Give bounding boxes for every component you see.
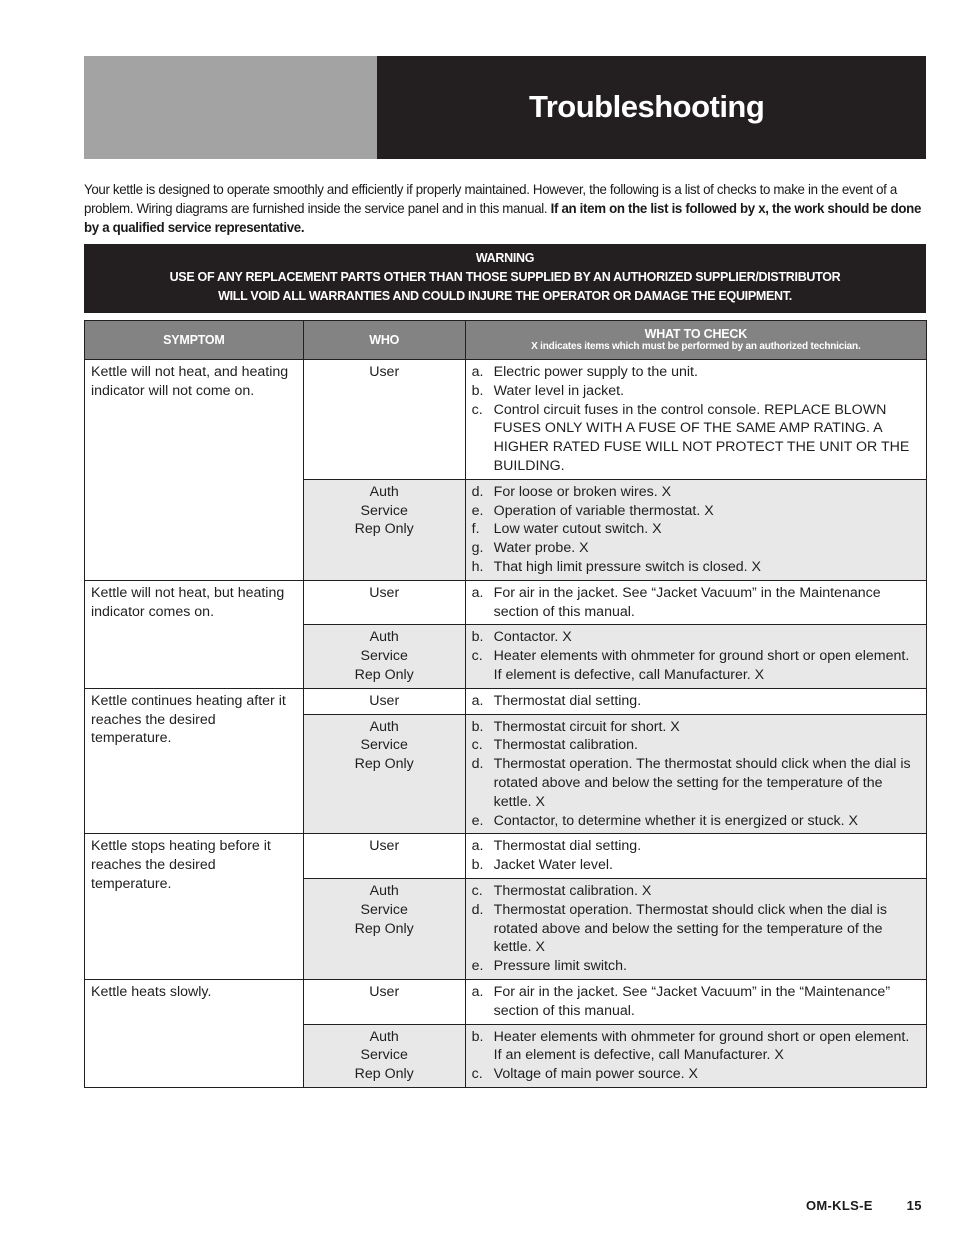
table-body <box>85 360 927 1088</box>
warning-title: WARNING <box>475 251 535 265</box>
check-item <box>472 363 920 382</box>
header-grey-block <box>84 56 377 159</box>
check-cell <box>465 479 926 580</box>
header-what-to-check <box>465 321 926 360</box>
document-code: OM-KLS-E <box>806 1198 873 1213</box>
check-item <box>472 382 920 401</box>
check-item-letter: c. <box>471 648 483 665</box>
check-item-text: Thermostat dial setting. <box>493 838 642 855</box>
check-item-letter: f. <box>471 521 480 538</box>
check-item-text: Voltage of main power source. X <box>493 1066 698 1083</box>
check-item <box>472 584 920 622</box>
check-item-text: Low water cutout switch. X <box>493 521 662 538</box>
header-what-to-check-note: X indicates items which must be performed by an authorized technician. <box>531 341 861 352</box>
check-item-letter: d. <box>471 901 484 918</box>
check-item-text: Operation of variable thermostat. X <box>493 502 714 519</box>
who-cell: User <box>303 979 465 1024</box>
check-item <box>472 647 920 685</box>
check-item <box>472 520 920 539</box>
check-item <box>472 401 920 476</box>
page-number: 15 <box>906 1198 922 1213</box>
check-item-text: Water level in jacket. <box>493 382 625 399</box>
table-row <box>85 360 927 480</box>
check-item-text: Thermostat operation. The thermostat should click when the dial is rotated above and below the setting for the temperature of the kettle. X <box>493 756 911 810</box>
symptom-cell: Kettle continues heating after it reaches the desired temperature. <box>85 688 304 834</box>
header-symptom: SYMPTOM <box>85 321 304 360</box>
check-item-letter: b. <box>471 1028 484 1045</box>
check-cell <box>465 688 926 714</box>
check-item-text: Water probe. X <box>493 540 589 557</box>
check-item-letter: c. <box>471 401 483 418</box>
check-item-text: Thermostat calibration. X <box>493 882 652 899</box>
check-item-text: For loose or broken wires. X <box>493 483 672 500</box>
who-cell: User <box>303 834 465 879</box>
check-item-letter: b. <box>471 629 484 646</box>
check-item-letter: d. <box>471 756 484 773</box>
check-item <box>472 736 920 755</box>
check-item-letter: a. <box>471 692 484 709</box>
check-item <box>472 983 920 1021</box>
table-header-row <box>85 321 927 360</box>
check-item <box>472 628 920 647</box>
who-cell: User <box>303 580 465 625</box>
check-item-letter: a. <box>471 584 484 601</box>
check-item-text: Electric power supply to the unit. <box>493 364 698 380</box>
symptom-cell: Kettle heats slowly. <box>85 979 304 1087</box>
check-item <box>472 1065 920 1084</box>
check-cell <box>465 979 926 1024</box>
header-who: WHO <box>303 321 465 360</box>
intro-paragraph <box>84 180 926 237</box>
check-item-letter: b. <box>471 382 484 399</box>
check-item-text: Jacket Water level. <box>493 857 613 874</box>
check-cell <box>465 1024 926 1087</box>
check-item-letter: e. <box>471 812 484 829</box>
check-item-letter: b. <box>471 857 484 874</box>
table-row <box>85 834 927 879</box>
check-item-letter: a. <box>471 983 484 1000</box>
check-item <box>472 812 920 831</box>
symptom-cell: Kettle will not heat, and heating indicator will not come on. <box>85 360 304 581</box>
table-row <box>85 979 927 1024</box>
check-item-letter: b. <box>471 718 484 735</box>
check-item-text: Heater elements with ohmmeter for ground short or open element. If an element is defective, call Manufacturer. X <box>493 1028 910 1064</box>
check-cell <box>465 580 926 625</box>
check-item <box>472 957 920 976</box>
check-item-letter: g. <box>471 540 484 557</box>
who-cell: Auth Service Rep Only <box>303 625 465 688</box>
check-item-text: Thermostat dial setting. <box>493 692 642 709</box>
check-item <box>472 755 920 811</box>
who-cell: Auth Service Rep Only <box>303 479 465 580</box>
check-item <box>472 502 920 521</box>
check-item-letter: c. <box>471 1066 483 1083</box>
check-item-letter: c. <box>471 737 483 754</box>
who-cell: User <box>303 688 465 714</box>
table-row <box>85 580 927 625</box>
warning-banner <box>84 244 926 313</box>
page-footer <box>806 1198 922 1213</box>
warning-line-2: WILL VOID ALL WARRANTIES AND COULD INJURE THE OPERATOR OR DAMAGE THE EQUIPMENT. <box>218 289 792 303</box>
warning-line-1: USE OF ANY REPLACEMENT PARTS OTHER THAN THOSE SUPPLIED BY AN AUTHORIZED SUPPLIER/DISTRIBUTOR <box>169 270 841 284</box>
check-cell <box>465 878 926 979</box>
who-cell: Auth Service Rep Only <box>303 714 465 834</box>
symptom-cell: Kettle will not heat, but heating indicator comes on. <box>85 580 304 688</box>
check-item-letter: e. <box>471 502 484 519</box>
check-item-text: Thermostat calibration. <box>493 737 638 754</box>
check-cell <box>465 834 926 879</box>
check-item <box>472 483 920 502</box>
check-item-letter: c. <box>471 882 483 899</box>
check-item-text: Control circuit fuses in the control console. REPLACE BLOWN FUSES ONLY WITH A FUSE OF THE SAME AMP RATING. A HIGHER RATED FUSE WILL NOT PROTECT THE UNIT OR THE BUILDING. <box>493 401 910 474</box>
check-item-text: Thermostat circuit for short. X <box>493 718 680 735</box>
check-item <box>472 692 920 711</box>
check-item-text: Thermostat operation. Thermostat should click when the dial is rotated above and below the setting for the temperature of the kettle. X <box>493 901 887 956</box>
intro-text: Your kettle is designed to operate smoothly and efficiently if properly maintained. However, the following is a list of checks to make in the event of a problem. Wiring diagrams are furnished inside the service panel and in this manual. <box>84 181 897 216</box>
check-item <box>472 882 920 901</box>
check-item-text: Contactor, to determine whether it is energized or stuck. X <box>493 812 858 829</box>
page-title: Troubleshooting <box>529 89 765 124</box>
troubleshooting-table <box>84 320 927 1088</box>
check-item <box>472 558 920 577</box>
who-cell: Auth Service Rep Only <box>303 1024 465 1087</box>
header-what-to-check-title: WHAT TO CHECK <box>644 327 748 341</box>
check-cell <box>465 625 926 688</box>
check-item-text: Contactor. X <box>493 629 572 646</box>
check-item <box>472 901 920 957</box>
check-item <box>472 1028 920 1066</box>
check-item-letter: e. <box>471 958 484 975</box>
check-item <box>472 837 920 856</box>
check-item-text: For air in the jacket. See “Jacket Vacuum” in the Maintenance section of this manual. <box>493 584 881 620</box>
check-item-text: That high limit pressure switch is closed. X <box>493 558 761 575</box>
check-item <box>472 539 920 558</box>
check-item-letter: d. <box>471 483 484 500</box>
check-item-text: Heater elements with ohmmeter for ground short or open element. If element is defective, call Manufacturer. X <box>493 648 910 683</box>
check-item <box>472 856 920 875</box>
check-item-text: For air in the jacket. See “Jacket Vacuum” in the “Maintenance” section of this manual. <box>493 983 891 1019</box>
check-cell <box>465 360 926 480</box>
check-item-letter: a. <box>471 838 484 855</box>
check-item-letter: h. <box>471 558 484 575</box>
who-cell: Auth Service Rep Only <box>303 878 465 979</box>
check-item-text: Pressure limit switch. <box>493 958 627 975</box>
check-cell <box>465 714 926 834</box>
check-item-letter: a. <box>471 364 484 380</box>
table-row <box>85 688 927 714</box>
check-item <box>472 718 920 737</box>
who-cell: User <box>303 360 465 480</box>
symptom-cell: Kettle stops heating before it reaches the desired temperature. <box>85 834 304 980</box>
intro-bold-text: If an item on the list is followed by x, the work should be done by a qualified service representative. <box>84 200 922 235</box>
